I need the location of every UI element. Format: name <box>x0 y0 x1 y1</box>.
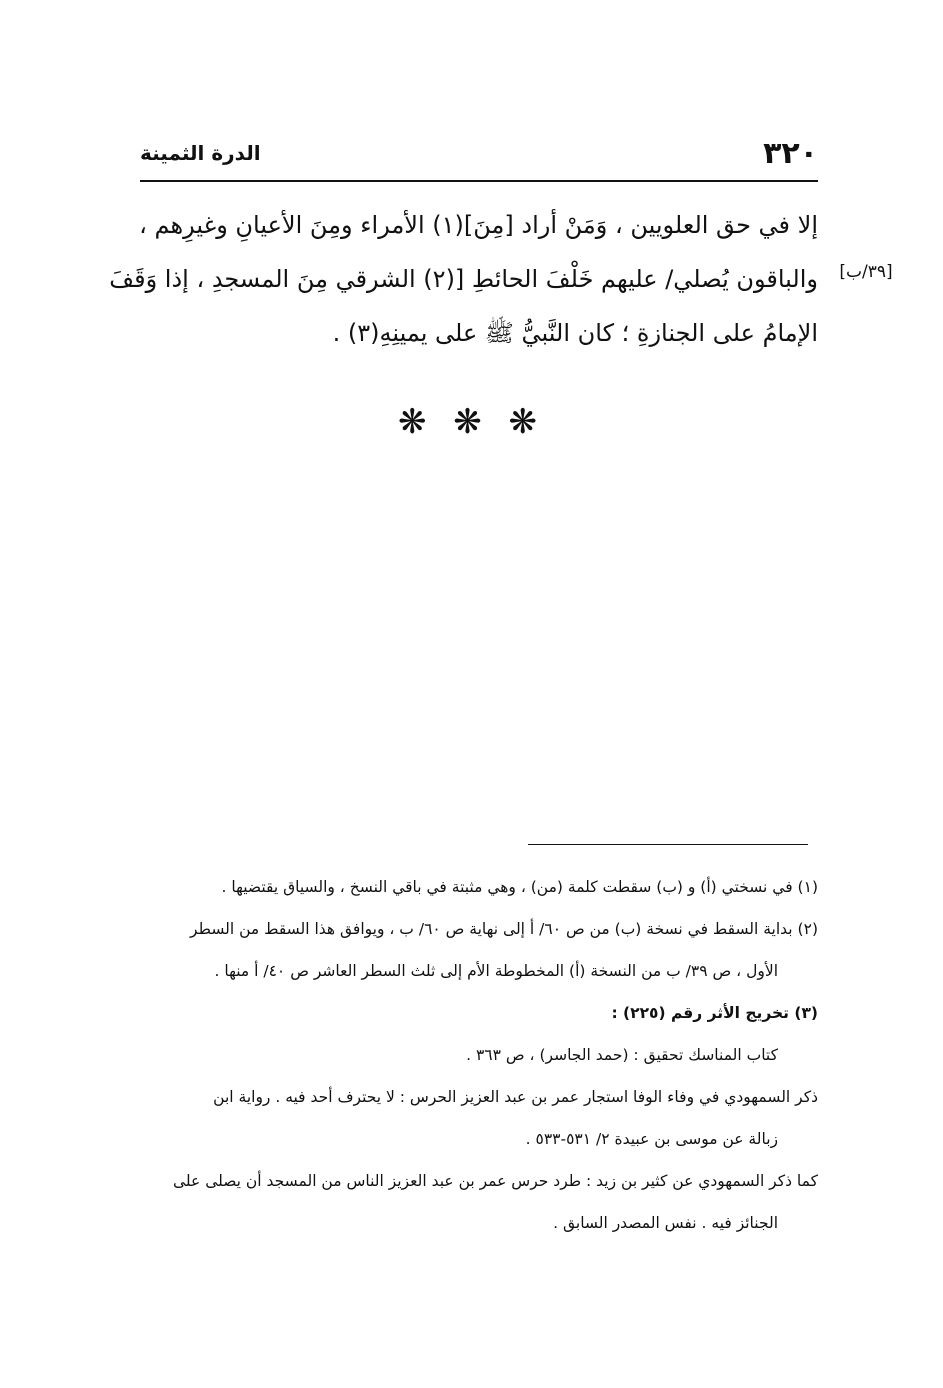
footnote-3-source-2-line-1: ذكر السمهودي في وفاء الوفا استجار عمر بن عبد العزيز الحرس : لا يحترف أحد فيه . رواية ابن <box>213 1088 818 1106</box>
page-number: ٣٢٠ <box>763 136 818 171</box>
page-header <box>140 136 818 180</box>
main-text-line-2: والباقون يُصلي/ عليهم خَلْفَ الحائطِ [(٢) الشرقي مِنَ المسجدِ ، إذا وَقَفَ <box>109 265 818 293</box>
main-text-line-3: الإمامُ على الجنازةِ ؛ كان النَّبيُّ ﷺ على يمينِهِ(٣) . <box>332 319 818 347</box>
manuscript-folio-marker: [٣٩/ب] <box>839 262 893 282</box>
footnote-3-heading: (٣) تخريج الأثر رقم (٢٢٥) : <box>611 1004 818 1022</box>
footnote-2-line-1: (٢) بداية السقط في نسخة (ب) من ص ٦٠/ أ إلى نهاية ص ٦٠/ ب ، ويوافق هذا السقط من السطر <box>190 920 818 938</box>
main-text <box>109 198 818 360</box>
footnote-1: (١) في نسختي (أ) و (ب) سقطت كلمة (من) ، وهي مثبتة في باقي النسخ ، والسياق يقتضيها . <box>221 878 818 896</box>
footnotes <box>140 866 818 1244</box>
footnote-divider <box>528 844 808 845</box>
footnote-3-source-2-line-2: زبالة عن موسى بن عبيدة ٢/ ٥٣١-٥٣٣ . <box>525 1130 778 1148</box>
section-ornament: ❋ ❋ ❋ <box>397 402 546 442</box>
footnote-2-line-2: الأول ، ص ٣٩/ ب من النسخة (أ) المخطوطة الأم إلى ثلث السطر العاشر ص ٤٠/ أ منها . <box>214 962 778 980</box>
main-text-line-1: إلا في حق العلويين ، وَمَنْ أراد [مِنَ](١) الأمراء ومِنَ الأعيانِ وغيرِهم ، <box>139 211 818 239</box>
running-title: الدرة الثمينة <box>140 141 261 165</box>
footnote-3-source-3-line-2: الجنائز فيه . نفس المصدر السابق . <box>553 1214 778 1232</box>
footnote-3-source-3-line-1: كما ذكر السمهودي عن كثير بن زيد : طرد حرس عمر بن عبد العزيز الناس من المسجد أن يصلى على <box>172 1172 818 1190</box>
footnote-3-source-1: كتاب المناسك تحقيق : (حمد الجاسر) ، ص ٣٦٣ . <box>466 1046 778 1064</box>
header-divider <box>140 180 818 182</box>
